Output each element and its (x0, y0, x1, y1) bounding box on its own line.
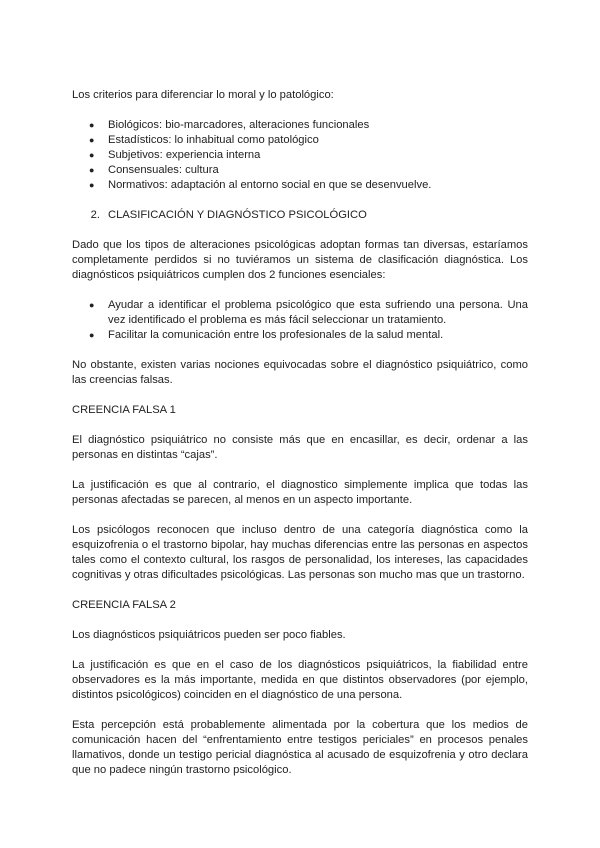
list-item: ● Facilitar la comunicación entre los profesionales de la salud mental. (89, 329, 444, 341)
bullet-icon: ● (89, 150, 95, 160)
bullet-icon: ● (89, 120, 95, 130)
belief2-title: CREENCIA FALSA 2 (72, 599, 176, 611)
belief2-detail: Esta percepción está probablemente alimentada por la cobertura que los medios de comunicación hacen del “enfrentamiento entre testigos periciales” en procesos penales llamativos, donde un testigo pericial diagnóstica al acusado de esquizofrenia y otro declara que no padece ningún trastorno psicológico. (72, 719, 528, 776)
bullet-icon: ● (89, 135, 95, 145)
list-item: ● Estadísticos: lo inhabitual como patológico (89, 134, 319, 146)
belief2-statement: Los diagnósticos psiquiátricos pueden ser poco fiables. (72, 629, 346, 641)
belief1-justification: La justificación es que al contrario, el diagnostico simplemente implica que todas las personas afectadas se parecen, al menos en un aspecto importante. (72, 479, 528, 506)
list-item: ● Ayudar a identificar el problema psicológico que esta sufriendo una persona. Una vez identificado el problema es más fácil seleccionar un tratamiento. (89, 299, 528, 326)
functions-list (72, 298, 528, 343)
list-item: ● Normativos: adaptación al entorno social en que se desenvuelve. (89, 179, 432, 191)
section-number: 2. (90, 209, 100, 221)
belief1-title: CREENCIA FALSA 1 (72, 404, 176, 416)
belief2-justification: La justificación es que en el caso de los diagnósticos psiquiátricos, la fiabilidad entre observadores es la más importante, medida en que distintos observadores (por ejemplo, distintos psicológicos) coinciden en el diagnóstico de una persona. (72, 659, 528, 701)
belief1-detail: Los psicólogos reconocen que incluso dentro de una categoría diagnóstica como la esquizofrenia o el trastorno bipolar, hay muchas diferencias entre las personas en aspectos tales como el contexto cultural, los rasgos de personalidad, los intereses, las capacidades cognitivas y otras dificultades psicológicas. Las personas son mucho mas que un trastorno. (72, 524, 528, 581)
document-page (72, 88, 528, 793)
bullet-icon: ● (89, 300, 95, 310)
criteria-list (72, 118, 528, 193)
obstante-paragraph: No obstante, existen varias nociones equivocadas sobre el diagnóstico psiquiátrico, como las creencias falsas. (72, 359, 528, 386)
list-item: ● Biológicos: bio-marcadores, alteraciones funcionales (89, 119, 370, 131)
bullet-icon: ● (89, 330, 95, 340)
bullet-icon: ● (89, 165, 95, 175)
list-item: ● Consensuales: cultura (89, 164, 219, 176)
section-heading (72, 208, 528, 223)
section-title: CLASIFICACIÓN Y DIAGNÓSTICO PSICOLÓGICO (108, 209, 367, 221)
intro-paragraph: Los criterios para diferenciar lo moral y lo patológico: (72, 89, 334, 101)
types-paragraph: Dado que los tipos de alteraciones psicológicas adoptan formas tan diversas, estaríamos completamente perdidos si no tuviéramos un sistema de clasificación diagnóstica. Los diagnósticos psiquiátricos cumplen dos 2 funciones esenciales: (72, 239, 528, 281)
belief1-statement: El diagnóstico psiquiátrico no consiste más que en encasillar, es decir, ordenar a las personas en distintas “cajas”. (72, 434, 528, 461)
bullet-icon: ● (89, 180, 95, 190)
list-item: ● Subjetivos: experiencia interna (89, 149, 261, 161)
